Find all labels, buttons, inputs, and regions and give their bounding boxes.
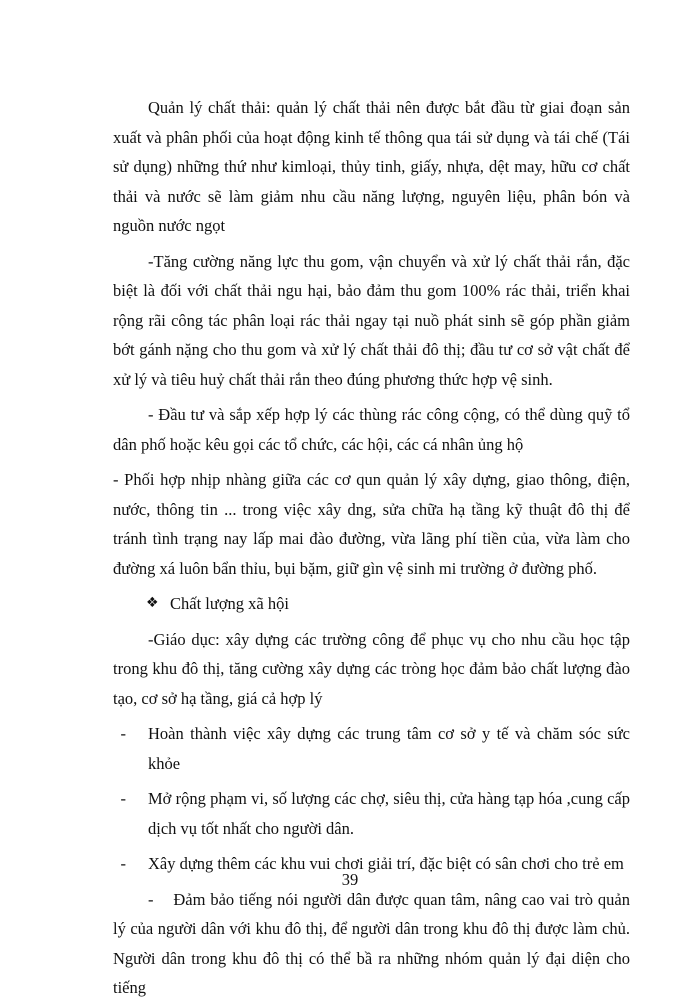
list-item-text: Hoàn thành việc xây dựng các trung tâm cơ sở y tế và chăm sóc sức khỏe [148,724,630,773]
paragraph-education: -Giáo dục: xây dựng các trường công để phục vụ cho nhu cầu học tập trong khu đô thị, tăng cường xây dựng các tròng học đảm bảo chất lượng đào tạo, cơ sở hạ tầng, giá cả hợp lý [113,629,630,708]
page-number: 39 [341,870,359,889]
diamond-bullet-icon: ❖ [146,595,159,611]
paragraph-waste-management: Quản lý chất thải: quản lý chất thải nên được bắt đầu từ giai đoạn sản xuất và phân phối của hoạt động kinh tế thông qua tái sử dụng và tái chế (Tái sử dụng) những thứ như kimloại, thủy tinh, giấy, nhựa, dệt may, hữu cơ chất thải và nước sẽ làm giảm nhu cầu năng lượng, nguyên liệu, phân bón và nguồn nước ngọt [113,98,630,235]
section-heading-text: Chất lượng xã hội [170,594,289,613]
section-heading [113,589,630,619]
dash-marker: - [148,889,154,909]
list-item-text: Mở rộng phạm vi, số lượng các chợ, siêu thị, cửa hàng tạp hóa ,cung cấp dịch vụ tốt nhất cho người dân. [148,789,630,838]
list-item [113,719,630,778]
paragraph-solid-waste: -Tăng cường năng lực thu gom, vận chuyển và xử lý chất thải rắn, đặc biệt là đối với chất thải ngu hại, bảo đảm thu gom 100% rác thải, triển khai rộng rãi công tác phân loại rác thải ngay tại nuồ phát sinh sẽ góp phần giảm bớt gánh nặng cho thu gom và xử lý chất thải đô thị; đầu tư cơ sở vật chất để xử lý và tiêu huỷ chất thải rắn theo đúng phương thức hợp vệ sinh. [113,251,630,389]
list-item-text: Đảm bảo tiếng nói người dân được quan tâm, nâng cao vai trò quản lý của người dân với khu đô thị, để người dân trong khu đô thị được làm chủ. Người dân trong khu đô thị có thể bầ ra những nhóm quản lý đại diện cho tiếng [113,889,631,997]
dash-marker: - [120,724,126,743]
dash-marker: - [120,789,126,808]
paragraph-coordination: - Phối hợp nhịp nhàng giữa các cơ qun quản lý xây dựng, giao thông, điện, nước, thông tin ... trong việc xây dng, sửa chữa hạ tầng kỹ thuật đô thị để tránh tình trạng nay lấp mai đào đường, vừa lãng phí tiền của, vừa làm cho đường xá luôn bẩn thỉu, bụi bặm, giữ gìn vệ sinh mi trường ở đường phố. [113,470,630,578]
dash-marker: - [120,854,126,873]
list-item-text: Xây dựng thêm các khu vui chơi giải trí, đặc biệt có sân chơi cho trẻ em [148,854,624,873]
paragraph-public-bins: - Đầu tư và sắp xếp hợp lý các thùng rác công cộng, có thể dùng quỹ tổ dân phố hoặc kêu gọi các tổ chức, các hội, các cá nhân ủng hộ [113,405,630,454]
page-body [113,93,630,1003]
paragraph-residents-voice [113,885,630,1003]
list-item [113,784,630,843]
